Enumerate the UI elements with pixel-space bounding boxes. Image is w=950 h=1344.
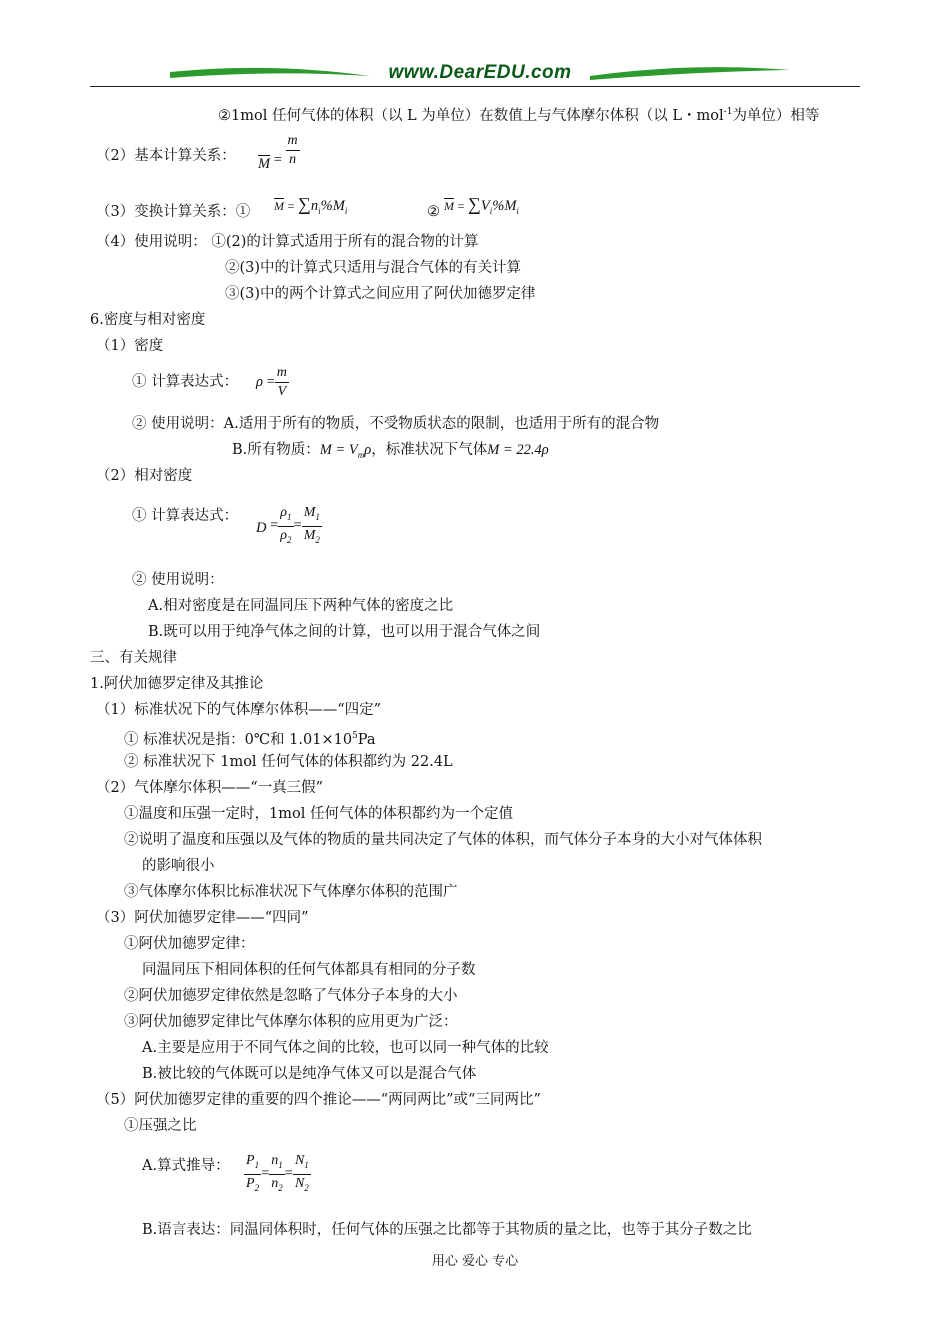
sum-symbol: ∑ [468,194,481,214]
text-line [225,284,536,304]
numerator: P [246,1153,255,1168]
line-text: 三、有关规律 [90,650,177,666]
line-text: ② 使用说明：A.适用于所有的物质，不受物质状态的限制，也适用于所有的混合物 [132,416,660,432]
line-text: ③(3)中的两个计算式之间应用了阿伏加德罗定律 [225,286,536,302]
line-text: ①阿伏加德罗定律： [124,936,255,952]
text-line [96,146,236,166]
text-line [96,466,192,486]
formula-symbol: $\overline{M}$ [258,155,271,172]
formula-symbol: = [293,517,302,534]
numerator: n [271,1153,279,1168]
page-footer: 用心 爱心 专心 [431,1254,519,1269]
line-text: （1）密度 [96,338,164,354]
formula-symbol: = [261,1165,270,1182]
text-line [96,1090,541,1110]
fraction [269,1152,285,1197]
line-text: ①温度和压强一定时，1mol 任何气体的体积都约为一个定值 [124,806,513,822]
line-text: ① 标准状况是指：0℃和 1.01×10 [124,731,353,748]
formula-symbol: = [270,517,279,534]
section-heading [90,648,177,668]
fraction [275,364,289,401]
text-line [132,506,238,526]
text-line [142,1156,230,1176]
text-line [132,372,238,392]
text-line [232,440,549,465]
line-text: ②阿伏加德罗定律依然是忽略了气体分子本身的大小 [124,988,458,1004]
formula-mean-molar-mass [258,132,300,172]
text-line [142,1064,476,1084]
formula-density [256,364,289,401]
text-line [96,908,309,928]
formula-symbol: M = V [319,442,358,458]
text-line [124,882,458,902]
formula-symbol: = [287,199,295,213]
line-text: B.既可以用于纯净气体之间的计算，也可以用于混合气体之间 [148,624,541,640]
text-line [218,102,819,126]
formula-symbol: = [457,199,465,213]
line-text: B.所有物质： [232,442,320,458]
text-line [124,986,458,1006]
section-heading [90,674,263,694]
line-text: 6.密度与相对密度 [90,312,206,328]
formula-symbol: $\overline{M}$ [444,199,454,213]
formula-symbol: n [310,198,319,214]
formula-sum-2 [444,194,519,221]
text-line [427,202,440,222]
formula-symbol: ρ [256,373,263,390]
line-text: A.算式推导： [142,1158,230,1174]
line-text: （2）气体摩尔体积——“一真三假” [96,780,324,796]
numerator: N [294,1153,305,1168]
line-text: （1）标准状况下的气体摩尔体积——“四定” [96,702,382,718]
page-header [90,58,860,90]
header-rule [90,86,860,87]
line-text: ③气体摩尔体积比标准状况下气体摩尔体积的范围广 [124,884,458,900]
subscript: 2 [287,534,292,545]
line-text: B.被比较的气体既可以是纯净气体又可以是混合气体 [142,1066,477,1082]
section-heading [90,310,205,330]
numerator: m [286,132,300,151]
line-text: ②(3)中的计算式只适用与混合气体的有关计算 [225,260,522,276]
text-line [124,934,255,954]
text-line [142,960,476,980]
subscript: 2 [304,1182,309,1193]
line-text: 同温同压下相同体积的任何气体都具有相同的分子数 [142,962,476,978]
superscript: -1 [723,107,733,117]
text-line [142,1038,549,1058]
formula-symbol: %M [492,198,517,214]
text-line [96,336,163,356]
subscript: i [489,205,493,216]
fraction [244,1152,261,1197]
subscript: 1 [254,1159,260,1170]
subscript: m [357,449,365,460]
formula-symbol: = [284,1165,293,1182]
fraction [278,504,293,549]
line-text: Pa [357,731,376,748]
line-text: ，标准状况下气体 [371,442,488,458]
subscript: 1 [287,511,292,522]
formula-symbol: %M [320,198,345,214]
text-line [142,1220,752,1240]
line-text: ② 标准状况下 1mol 任何气体的体积都约为 22.4L [124,754,453,770]
fraction [286,132,300,169]
formula-symbol: V [480,198,490,214]
line-text: ② 使用说明： [132,572,224,588]
fraction [302,504,322,549]
line-text: 的影响很小 [142,858,215,874]
text-line [96,700,381,720]
line-text: A.主要是应用于不同气体之间的比较，也可以同一种气体的比较 [142,1040,549,1056]
formula-symbol: = [266,373,275,390]
formula-symbol: D [256,519,267,536]
subscript: 1 [304,1159,309,1170]
text-line [148,596,453,616]
site-logo[interactable]: www.DearEDU.com [388,62,572,83]
line-text: A.相对密度是在同温同压下两种气体的密度之比 [148,598,454,614]
line-text: ② [427,204,440,220]
subscript: 1 [278,1159,283,1170]
denominator: n [271,1175,279,1191]
denominator: n [289,152,297,167]
formula-pressure-ratio [244,1152,311,1197]
formula-symbol: $\overline{M}$ [274,199,284,213]
fraction [293,1152,311,1197]
right-swoosh-icon [590,64,790,86]
line-text: ③阿伏加德罗定律比气体摩尔体积的应用更为广泛： [124,1014,458,1030]
denominator: M [303,527,316,543]
formula-symbol: ρ [364,442,372,458]
text-line [142,856,215,876]
text-line [132,570,224,590]
subscript: 2 [254,1182,260,1193]
line-text: B.语言表达：同温同体积时，任何气体的压强之比都等于其物质的量之比，也等于其分子数之比 [142,1222,752,1238]
denominator: N [294,1175,305,1191]
formula-symbol: M = 22.4ρ [487,442,549,458]
text-line [96,778,323,798]
text-line [124,1116,197,1136]
line-text: 为单位）相等 [732,107,820,124]
subscript: i [516,205,519,216]
text-line [225,258,521,278]
line-text: （4）使用说明： ①(2)的计算式适用于所有的混合物的计算 [96,234,479,250]
sum-symbol: ∑ [298,194,311,214]
line-text: ① 计算表达式： [132,374,239,390]
text-line [124,752,453,772]
formula-symbol: = [273,151,282,168]
text-line [124,830,762,850]
line-text: （3）阿伏加德罗定律——“四同” [96,910,309,926]
subscript: 2 [278,1182,283,1193]
line-text: （2）相对密度 [96,468,193,484]
numerator: m [275,364,289,383]
formula-relative-density [256,504,322,549]
line-text: ②1mol 任何气体的体积（以 L 为单位）在数值上与气体摩尔体积（以 L・mol [218,107,724,124]
line-text: （5）阿伏加德罗定律的重要的四个推论——“两同两比”或“三同两比” [96,1092,541,1108]
text-line [132,414,659,434]
subscript: 1 [315,511,320,522]
denominator: V [277,384,287,399]
numerator: M [303,505,316,520]
line-text: 1.阿伏加德罗定律及其推论 [90,676,264,692]
text-line [96,202,250,222]
denominator: ρ [280,527,288,543]
line-text: ②说明了温度和压强以及气体的物质的量共同决定了气体的体积，而气体分子本身的大小对气体体积 [124,832,762,848]
numerator: ρ [280,505,288,520]
text-line [96,232,478,252]
formula-sum-1 [274,194,347,221]
denominator: P [246,1175,255,1191]
line-text: ① 计算表达式： [132,508,239,524]
superscript: 5 [352,731,358,741]
text-line [124,804,513,824]
text-line [124,726,376,750]
line-text: ①压强之比 [124,1118,197,1134]
text-line [148,622,540,642]
subscript: i [344,205,348,216]
line-text: （3）变换计算关系：① [96,204,251,220]
subscript: i [318,205,321,216]
left-swoosh-icon [170,64,370,86]
subscript: 2 [315,534,320,545]
text-line [124,1012,458,1032]
line-text: （2）基本计算关系： [96,148,236,164]
